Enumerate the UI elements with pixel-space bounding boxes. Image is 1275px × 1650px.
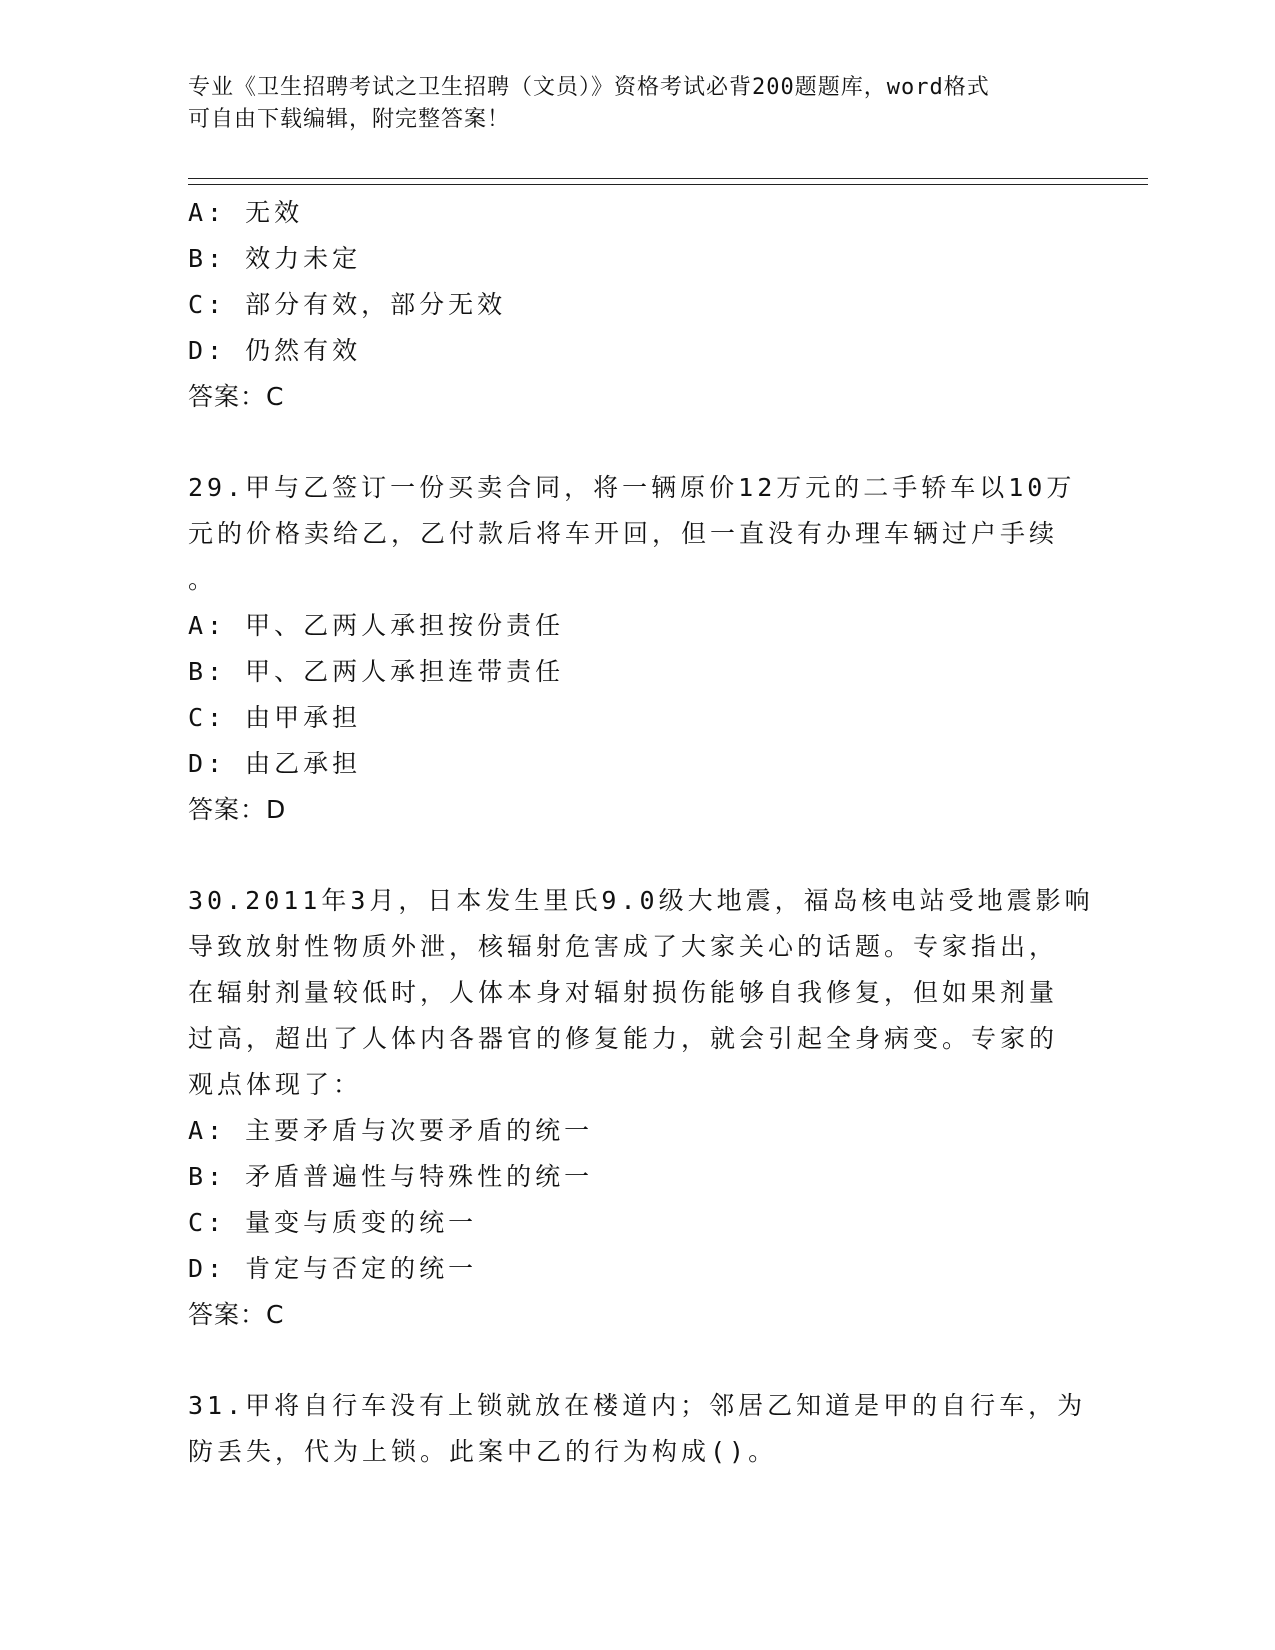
- question-30-option-a: A: 主要矛盾与次要矛盾的统一: [188, 1116, 594, 1145]
- header-line-2: 可自由下载编辑，附完整答案！: [188, 107, 511, 132]
- question-30-text-line-3: 在辐射剂量较低时，人体本身对辐射损伤能够自我修复，但如果剂量: [188, 978, 1059, 1007]
- question-31-text-line-1: 31.甲将自行车没有上锁就放在楼道内；邻居乙知道是甲的自行车，为: [188, 1391, 1087, 1420]
- question-29-option-b: B: 甲、乙两人承担连带责任: [188, 657, 565, 686]
- question-30-text-line-5: 观点体现了：: [188, 1070, 363, 1099]
- spacer: [188, 420, 1088, 465]
- question-29-text-line-3: 。: [188, 565, 218, 594]
- question-30-option-d: D: 肯定与否定的统一: [188, 1254, 478, 1283]
- question-28-block: [188, 190, 1088, 420]
- question-29-option-d: D: 由乙承担: [188, 749, 362, 778]
- question-30-text-line-1: 30.2011年3月，日本发生里氏9.0级大地震，福岛核电站受地震影响: [188, 886, 1094, 915]
- question-28-answer: 答案：C: [188, 382, 285, 411]
- question-29-text-line-2: 元的价格卖给乙，乙付款后将车开回，但一直没有办理车辆过户手续: [188, 519, 1059, 548]
- question-30-text-line-2: 导致放射性物质外泄，核辐射危害成了大家关心的话题。专家指出，: [188, 932, 1059, 961]
- question-31-text-line-2: 防丢失，代为上锁。此案中乙的行为构成()。: [188, 1437, 778, 1466]
- question-31-block: [188, 1383, 1088, 1475]
- document-header: [188, 72, 1088, 136]
- header-divider-top: [188, 178, 1148, 179]
- question-30-answer: 答案：C: [188, 1300, 285, 1329]
- header-divider-bottom: [188, 184, 1148, 185]
- question-30-block: [188, 878, 1094, 1338]
- header-line-1: 专业《卫生招聘考试之卫生招聘（文员）》资格考试必背200题题库，word格式: [188, 75, 990, 100]
- spacer: [188, 833, 1088, 878]
- question-list: [188, 190, 1094, 1475]
- question-29-option-a: A: 甲、乙两人承担按份责任: [188, 611, 565, 640]
- question-28-option-c: C: 部分有效，部分无效: [188, 290, 507, 319]
- question-30-option-c: C: 量变与质变的统一: [188, 1208, 478, 1237]
- question-29-block: [188, 465, 1088, 833]
- question-28-option-a: A: 无效: [188, 198, 304, 227]
- question-30-option-b: B: 矛盾普遍性与特殊性的统一: [188, 1162, 594, 1191]
- spacer: [188, 1338, 1088, 1383]
- question-29-option-c: C: 由甲承担: [188, 703, 362, 732]
- question-29-text-line-1: 29.甲与乙签订一份买卖合同，将一辆原价12万元的二手轿车以10万: [188, 473, 1076, 502]
- question-28-option-b: B: 效力未定: [188, 244, 362, 273]
- question-30-text-line-4: 过高，超出了人体内各器官的修复能力，就会引起全身病变。专家的: [188, 1024, 1059, 1053]
- question-28-option-d: D: 仍然有效: [188, 336, 362, 365]
- question-29-answer: 答案：D: [188, 795, 287, 824]
